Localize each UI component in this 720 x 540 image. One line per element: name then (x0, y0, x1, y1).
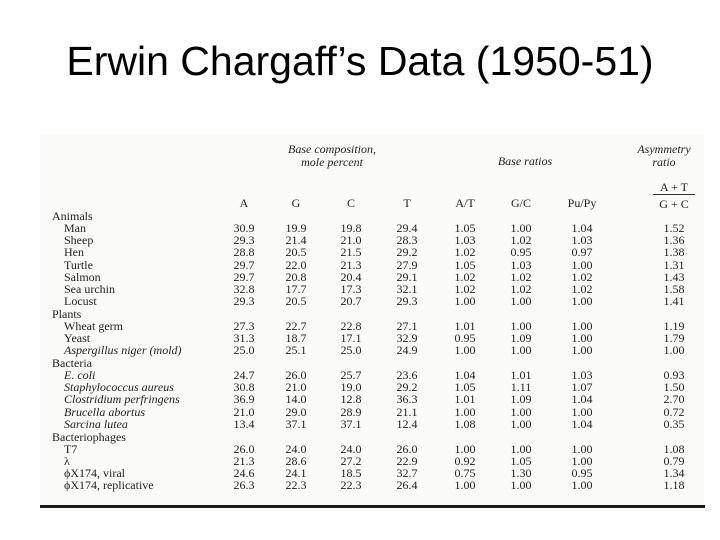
table-cell: 13.4 (233, 416, 255, 431)
header-mole-percent: mole percent (301, 155, 363, 169)
table-cell: 1.00 (571, 331, 593, 346)
table-cell: 0.95 (510, 245, 532, 260)
organism-label: Wheat germ (64, 318, 123, 333)
table-cell: 26.0 (285, 368, 307, 383)
table-cell: 0.97 (571, 245, 593, 260)
table-cell: 29.2 (396, 380, 418, 395)
table-cell: 19.9 (285, 221, 307, 236)
organism-label: λ (64, 453, 70, 468)
table-cell: 19.0 (340, 380, 362, 395)
table-cell: 21.0 (285, 380, 307, 395)
table-cell: 28.9 (340, 404, 362, 419)
table-cell: 1.03 (510, 257, 532, 272)
group-label: Bacteriophages (52, 429, 126, 444)
table-cell: 24.7 (233, 368, 255, 383)
table-cell: 27.3 (233, 318, 255, 333)
group-label: Animals (52, 209, 93, 223)
table-cell: 29.1 (396, 269, 418, 284)
table-cell: 0.35 (663, 416, 685, 431)
table-cell: 20.7 (340, 294, 362, 309)
table-cell: 1.04 (571, 392, 593, 407)
table-cell: 1.43 (663, 269, 685, 284)
table-cell: 1.08 (663, 441, 685, 456)
table-cell: 1.00 (454, 294, 476, 309)
table-cell: 1.00 (510, 294, 532, 309)
table-cell: 0.95 (571, 465, 593, 480)
table-cell: 21.1 (396, 404, 418, 419)
table-cell: 24.0 (340, 441, 362, 456)
table-cell: 1.00 (454, 441, 476, 456)
table-cell: 1.03 (571, 368, 593, 383)
table-cell: 23.6 (396, 368, 418, 383)
table-cell: 20.4 (340, 269, 362, 284)
col-header-t: T (403, 196, 411, 210)
table-cell: 37.1 (285, 416, 307, 431)
table-cell: 1.02 (454, 269, 476, 284)
table-cell: 1.04 (454, 368, 476, 383)
table-cell: 31.3 (233, 331, 255, 346)
table-cell: 24.1 (285, 465, 307, 480)
table-cell: 1.00 (454, 343, 476, 358)
table-cell: 1.00 (571, 404, 593, 419)
table-cell: 29.3 (233, 233, 255, 248)
table-cell: 1.58 (663, 281, 685, 296)
table-cell: 1.07 (571, 380, 593, 395)
table-cell: 1.02 (454, 245, 476, 260)
organism-label: Clostridium perfringens (64, 392, 180, 407)
table-cell: 25.1 (285, 343, 307, 358)
table-cell: 1.00 (510, 441, 532, 456)
table-cell: 32.7 (396, 465, 418, 480)
table-cell: 1.02 (571, 269, 593, 284)
organism-label: E. coli (64, 368, 96, 383)
table-cell: 1.31 (663, 257, 685, 272)
table-cell: 1.05 (454, 221, 476, 236)
table-cell: 24.0 (285, 441, 307, 456)
organism-label: Yeast (64, 331, 91, 346)
col-header-g-c: G/C (510, 196, 531, 210)
table-cell: 29.0 (285, 404, 307, 419)
organism-label: Locust (64, 294, 97, 309)
table-cell: 1.00 (510, 318, 532, 333)
table-cell: 22.0 (285, 257, 307, 272)
table-cell: 1.00 (663, 343, 685, 358)
scanned-table (40, 134, 705, 508)
header-base-ratios: Base ratios (497, 154, 553, 168)
table-cell: 21.3 (340, 257, 362, 272)
table-cell: 36.9 (233, 392, 255, 407)
table-cell: 1.00 (454, 404, 476, 419)
table-cell: 1.08 (454, 416, 476, 431)
table-cell: 29.4 (396, 221, 418, 236)
table-cell: 1.36 (663, 233, 685, 248)
table-cell: 1.01 (510, 368, 532, 383)
group-label: Plants (52, 306, 82, 321)
table-cell: 1.02 (454, 281, 476, 296)
table-cell: 1.02 (510, 281, 532, 296)
table-cell: 12.4 (396, 416, 418, 431)
table-cell: 24.6 (233, 465, 255, 480)
table-cell: 32.9 (396, 331, 418, 346)
table-cell: 26.3 (233, 478, 255, 493)
fraction-bar (653, 194, 695, 195)
organism-label: ϕX174, viral (64, 465, 125, 480)
table-cell: 1.00 (571, 441, 593, 456)
table-cell: 29.7 (233, 269, 255, 284)
table-cell: 1.00 (510, 221, 532, 236)
table-cell: 25.7 (340, 368, 362, 383)
table-cell: 26.0 (233, 441, 255, 456)
table-cell: 1.00 (510, 416, 532, 431)
table-cell: 1.09 (510, 392, 532, 407)
organism-label: Turtle (64, 257, 93, 272)
table-cell: 1.09 (510, 331, 532, 346)
table-cell: 1.02 (510, 233, 532, 248)
table-cell: 30.9 (233, 221, 255, 236)
table-cell: 22.7 (285, 318, 307, 333)
table-cell: 22.8 (340, 318, 362, 333)
table-cell: 0.72 (663, 404, 685, 419)
col-header-asym-numerator: A + T (660, 180, 688, 194)
table-cell: 27.9 (396, 257, 418, 272)
table-cell: 21.4 (285, 233, 307, 248)
table-cell: 19.8 (340, 221, 362, 236)
table-cell: 2.70 (663, 392, 685, 407)
table-cell: 1.04 (571, 416, 593, 431)
table-cell: 1.03 (571, 233, 593, 248)
col-header-c: C (346, 196, 355, 210)
table-cell: 28.3 (396, 233, 418, 248)
table-cell: 1.00 (571, 318, 593, 333)
table-cell: 28.6 (285, 453, 307, 468)
table-cell: 1.30 (510, 465, 532, 480)
table-cell: 1.05 (454, 257, 476, 272)
organism-label: Sea urchin (64, 281, 115, 296)
table-cell: 1.05 (454, 380, 476, 395)
table-cell: 12.8 (340, 392, 362, 407)
table-cell: 1.01 (454, 318, 476, 333)
table-cell: 25.0 (340, 343, 362, 358)
table-cell: 1.01 (454, 392, 476, 407)
table-cell: 1.00 (571, 257, 593, 272)
col-header-g: G (291, 196, 301, 210)
table-cell: 1.19 (663, 318, 685, 333)
table-cell: 1.00 (510, 343, 532, 358)
table-cell: 0.95 (454, 331, 476, 346)
table-cell: 1.34 (663, 465, 685, 480)
organism-label: T7 (64, 441, 78, 456)
table-cell: 27.2 (340, 453, 362, 468)
group-label: Bacteria (52, 356, 92, 370)
table-cell: 1.04 (571, 221, 593, 236)
table-cell: 18.7 (285, 331, 307, 346)
table-cell: 1.03 (454, 233, 476, 248)
table-cell: 18.5 (340, 465, 362, 480)
slide-title: Erwin Chargaff’s Data (1950-51) (66, 38, 654, 84)
table-cell: 20.5 (285, 245, 307, 260)
col-header-pu-py: Pu/Py (567, 196, 597, 210)
table-cell: 1.79 (663, 331, 685, 346)
table-cell: 1.11 (510, 380, 532, 395)
scan-edge (40, 505, 705, 508)
table-cell: 0.92 (454, 453, 476, 468)
header-asymmetry: Asymmetry (637, 142, 691, 156)
table-cell: 20.8 (285, 269, 307, 284)
table-cell: 1.00 (571, 343, 593, 358)
table-cell: 1.41 (663, 294, 685, 309)
table-cell: 1.00 (454, 478, 476, 493)
table-cell: 0.75 (454, 465, 476, 480)
table-cell: 1.00 (571, 478, 593, 493)
table-cell: 32.8 (233, 281, 255, 296)
table-cell: 28.8 (233, 245, 255, 260)
table-cell: 0.93 (663, 368, 685, 383)
organism-label: ϕX174, replicative (64, 478, 154, 493)
table-cell: 0.79 (663, 453, 685, 468)
table-cell: 1.52 (663, 221, 685, 236)
table-cell: 1.18 (663, 478, 685, 493)
table-cell: 36.3 (396, 392, 418, 407)
table-cell: 25.0 (233, 343, 255, 358)
table-cell: 29.3 (396, 294, 418, 309)
col-header-a: A (239, 196, 249, 210)
table-cell: 17.3 (340, 281, 362, 296)
organism-label: Aspergillus niger (mold) (64, 343, 182, 358)
table-cell: 1.00 (510, 404, 532, 419)
table-cell: 22.3 (285, 478, 307, 493)
table-cell: 20.5 (285, 294, 307, 309)
table-cell: 30.8 (233, 380, 255, 395)
table-cell: 21.5 (340, 245, 362, 260)
table-cell: 1.00 (571, 294, 593, 309)
table-cell: 21.0 (340, 233, 362, 248)
organism-label: Hen (64, 245, 84, 260)
table-cell: 27.1 (396, 318, 418, 333)
table-cell: 22.9 (396, 453, 418, 468)
table-cell: 26.4 (396, 478, 418, 493)
organism-label: Man (64, 221, 86, 236)
table-cell: 1.00 (571, 453, 593, 468)
col-header-a-t: A/T (455, 196, 475, 210)
header-ratio: ratio (652, 155, 676, 169)
table-cell: 1.50 (663, 380, 685, 395)
table-cell: 29.3 (233, 294, 255, 309)
table-cell: 24.9 (396, 343, 418, 358)
table-cell: 1.00 (510, 478, 532, 493)
table-cell: 17.1 (340, 331, 362, 346)
table-cell: 17.7 (285, 281, 307, 296)
organism-label: Salmon (64, 269, 101, 284)
organism-label: Brucella abortus (64, 404, 145, 419)
table-cell: 32.1 (396, 281, 418, 296)
organism-label: Sarcina lutea (64, 416, 128, 431)
table-cell: 1.02 (571, 281, 593, 296)
header-base-composition: Base composition, (288, 142, 376, 156)
table-cell: 14.0 (285, 392, 307, 407)
col-header-asym-denominator: G + C (659, 197, 689, 211)
table-cell: 21.0 (233, 404, 255, 419)
organism-label: Staphylococcus aureus (64, 380, 174, 395)
table-cell: 29.2 (396, 245, 418, 260)
table-cell: 26.0 (396, 441, 418, 456)
organism-label: Sheep (64, 233, 94, 248)
table-cell: 37.1 (340, 416, 362, 431)
table-cell: 21.3 (233, 453, 255, 468)
table-cell: 1.38 (663, 245, 685, 260)
table-cell: 22.3 (340, 478, 362, 493)
table-cell: 29.7 (233, 257, 255, 272)
table-cell: 1.02 (510, 269, 532, 284)
table-cell: 1.05 (510, 453, 532, 468)
